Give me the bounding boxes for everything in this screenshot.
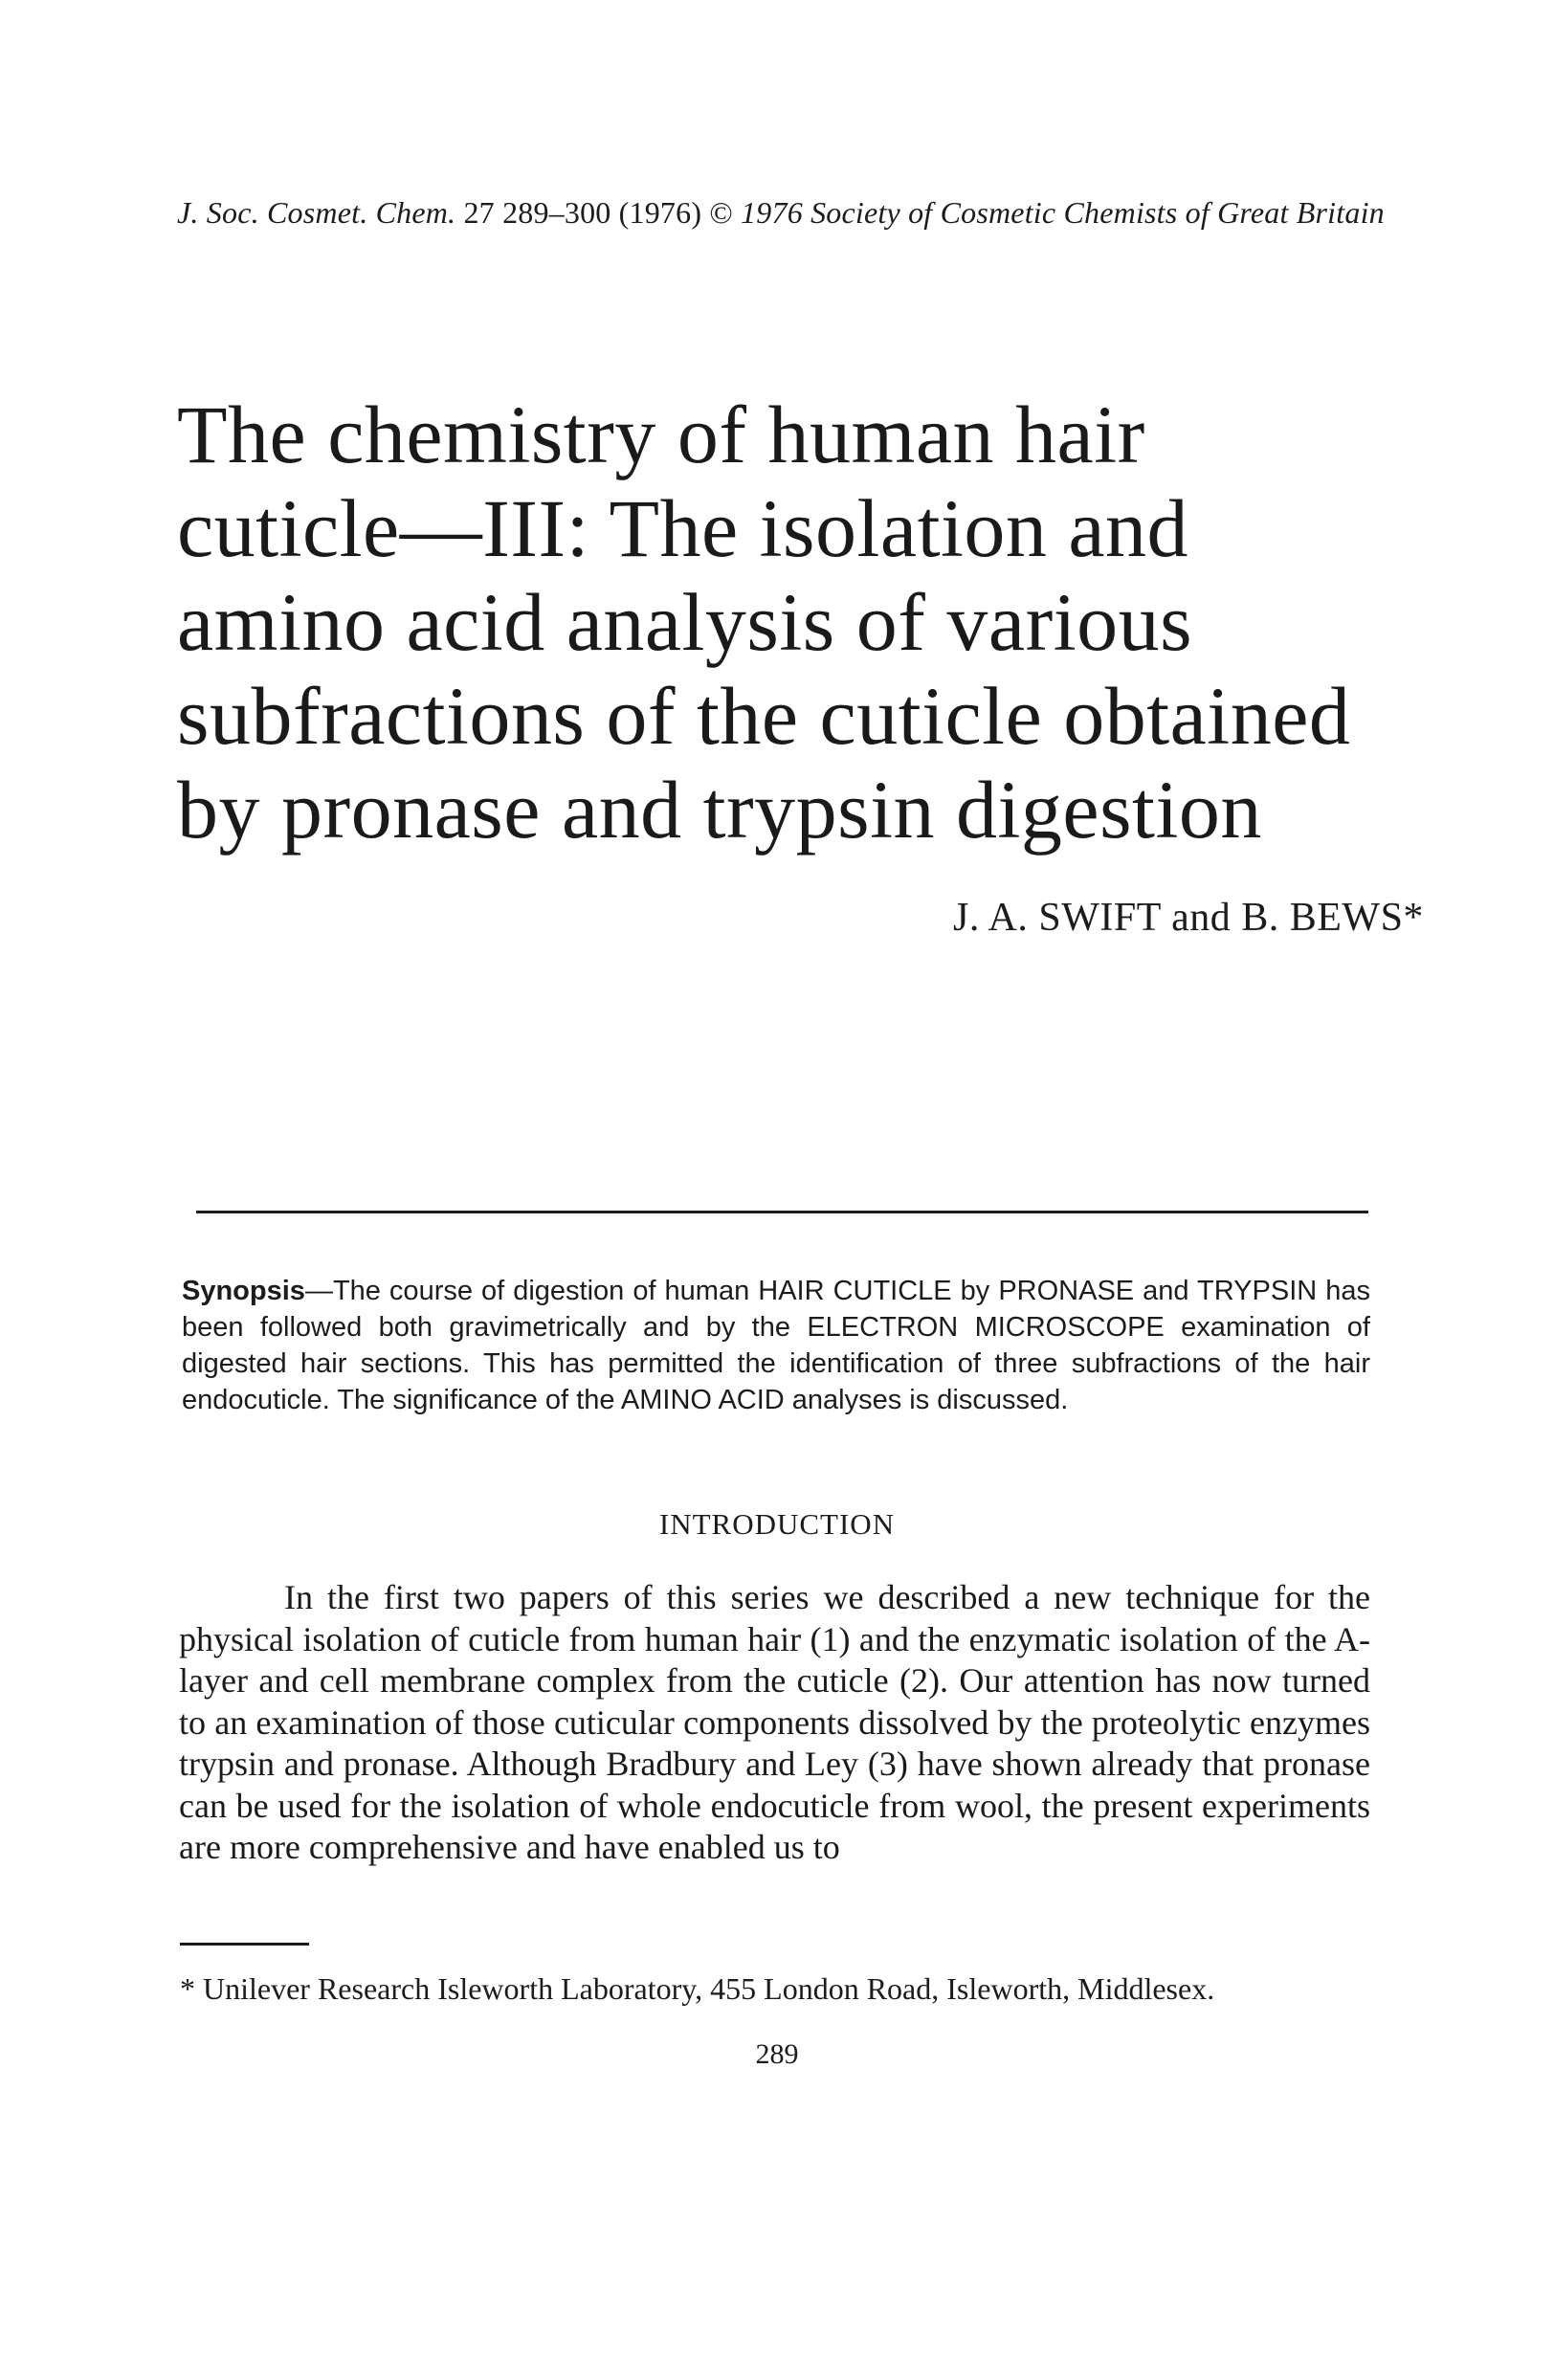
title-line: subfractions of the cuticle obtained: [177, 670, 1351, 762]
title-line: The chemistry of human hair: [177, 389, 1145, 480]
synopsis-label: Synopsis: [182, 1276, 305, 1306]
footnote-divider: [180, 1943, 309, 1946]
introduction-heading: INTRODUCTION: [658, 1507, 896, 1541]
footnote: * Unilever Research Isleworth Laboratory, 455 London Road, Isleworth, Middlesex.: [180, 1971, 1215, 2006]
title-line: by pronase and trypsin digestion: [177, 764, 1262, 856]
title-line: cuticle—III: The isolation and: [177, 482, 1189, 574]
copyright-holder: 1976 Society of Cosmetic Chemists of Great Britain: [741, 195, 1385, 230]
journal-name: J. Soc. Cosmet. Chem.: [177, 195, 456, 230]
authors: J. A. SWIFT and B. BEWS*: [953, 896, 1424, 940]
title-line: amino acid analysis of various: [177, 576, 1193, 668]
synopsis: [182, 1273, 1370, 1418]
synopsis-text: —The course of digestion of human HAIR CUTICLE by PRONASE and TRYPSIN has been followed both gravimetrically and by the ELECTRON MICROSCOPE examination of digested hair sections. This has permitted the identification of three subfractions of the hair endocuticle. The significance of the AMINO ACID analyses is discussed.: [182, 1276, 1370, 1415]
introduction-paragraph: In the first two papers of this series we described a new technique for the physical isolation of cuticle from human hair (1) and the enzymatic isolation of the A-layer and cell membrane complex from the cuticle (2). Our attention has now turned to an examination of those cuticular components dissolved by the proteolytic enzymes trypsin and pronase. Although Bradbury and Ley (3) have shown already that pronase can be used for the isolation of whole endocuticle from wool, the present experiments are more comprehensive and have enabled us to: [179, 1578, 1370, 1866]
section-divider: [196, 1211, 1368, 1213]
volume-pages: 27 289–300 (1976) ©: [463, 195, 733, 230]
running-header: [177, 195, 1383, 231]
page-number: 289: [755, 2038, 799, 2070]
article-title: [177, 388, 1421, 856]
